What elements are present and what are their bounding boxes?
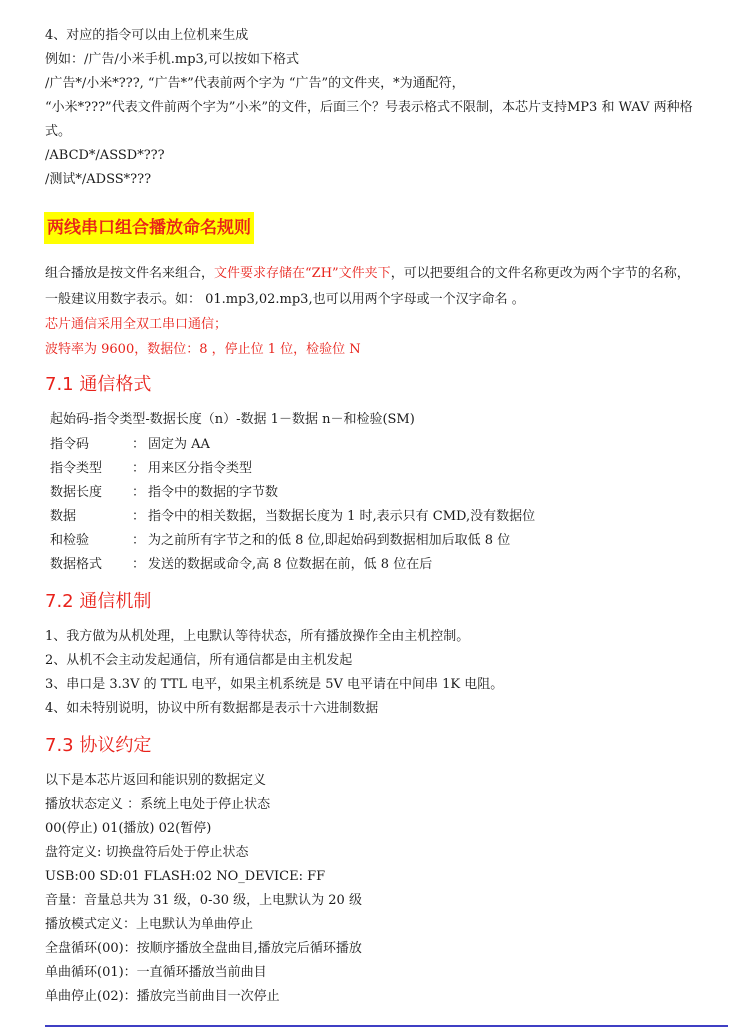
- format-key: 指令码: [50, 437, 90, 452]
- protocol-line: 00(停止) 01(播放) 02(暂停): [45, 821, 212, 836]
- naming-rules-heading: 两线串口组合播放命名规则: [44, 212, 254, 244]
- uart-mode-text: 芯片通信采用全双工串口通信；: [45, 317, 228, 332]
- protocol-line: 以下是本芯片返回和能识别的数据定义: [45, 773, 267, 788]
- mechanism-item: 3、串口是 3.3V 的 TTL 电平，如果主机系统是 5V 电平请在中间串 1K 电阻。: [45, 677, 504, 692]
- section-7-1-heading: 7.1 通信格式: [45, 374, 152, 395]
- format-value: 用来区分指令类型: [148, 461, 253, 476]
- format-key: 数据长度: [50, 485, 103, 500]
- format-value: 固定为 AA: [148, 437, 210, 452]
- intro-line: 4、对应的指令可以由上位机来生成: [45, 28, 249, 43]
- naming-paragraph: 一般建议用数字表示。如： 01.mp3,02.mp3,也可以用两个字母或一个汉字命名 。: [45, 292, 525, 307]
- format-row: [50, 483, 278, 503]
- format-row: [50, 459, 252, 479]
- protocol-line: 盘符定义: 切换盘符后处于停止状态: [45, 845, 249, 860]
- naming-paragraph: [45, 264, 720, 284]
- section-7-2-heading: 7.2 通信机制: [45, 591, 152, 612]
- intro-line: 例如：/广告/小米手机.mp3,可以按如下格式: [45, 52, 299, 67]
- format-row: [50, 435, 210, 455]
- baud-rate-text: 波特率为 9600，数据位：8 ，停止位 1 位，检验位 N: [45, 342, 361, 357]
- format-colon: ：: [132, 533, 146, 548]
- format-row: [50, 507, 535, 527]
- format-value: 指令中的相关数据，当数据长度为 1 时,表示只有 CMD,没有数据位: [148, 509, 536, 524]
- format-value: 为之前所有字节之和的低 8 位,即起始码到数据相加后取低 8 位: [148, 533, 511, 548]
- intro-line: 式。: [45, 124, 72, 139]
- naming-text-red: 文件要求存储在“ZH”文件夹下: [214, 266, 391, 281]
- format-key: 和检验: [50, 533, 90, 548]
- intro-line: “小米*???”代表文件前两个字为”小米”的文件，后面三个？号表示格式不限制，本芯片支持MP3 和 WAV 两种格: [45, 100, 693, 115]
- format-value: 指令中的数据的字节数: [148, 485, 279, 500]
- protocol-line: 单曲停止(02)：播放完当前曲目一次停止: [45, 989, 280, 1004]
- format-colon: ：: [132, 509, 146, 524]
- format-colon: ：: [132, 557, 146, 572]
- intro-line: /广告*/小米*???, “广告*”代表前两个字为 “广告”的文件夹，*为通配符，: [45, 76, 465, 91]
- intro-line: /ABCD*/ASSD*???: [45, 148, 165, 163]
- format-row: [50, 555, 432, 575]
- format-colon: ：: [132, 437, 146, 452]
- format-key: 数据格式: [50, 557, 103, 572]
- protocol-line: 全盘循环(00)：按顺序播放全盘曲目,播放完后循环播放: [45, 941, 362, 956]
- format-key: 数据: [50, 509, 77, 524]
- mechanism-item: 2、从机不会主动发起通信，所有通信都是由主机发起: [45, 653, 353, 668]
- format-row: [50, 531, 510, 551]
- format-colon: ：: [132, 485, 146, 500]
- protocol-line: USB:00 SD:01 FLASH:02 NO_DEVICE: FF: [45, 869, 326, 884]
- protocol-line: 音量：音量总共为 31 级，0-30 级，上电默认为 20 级: [45, 893, 362, 908]
- format-colon: ：: [132, 461, 146, 476]
- naming-text: 组合播放是按文件名来组合，: [45, 266, 215, 281]
- footer-rule: [45, 1025, 728, 1027]
- naming-text: ，可以把要组合的文件名称更改为两个字节的名称，: [390, 266, 690, 281]
- format-value: 发送的数据或命令,高 8 位数据在前，低 8 位在后: [148, 557, 433, 572]
- protocol-line: 单曲循环(01)：一直循环播放当前曲目: [45, 965, 267, 980]
- mechanism-item: 4、如未特别说明，协议中所有数据都是表示十六进制数据: [45, 701, 379, 716]
- mechanism-item: 1、我方做为从机处理，上电默认等待状态，所有播放操作全由主机控制。: [45, 629, 470, 644]
- intro-line: /测试*/ADSS*???: [45, 172, 152, 187]
- format-formula: 起始码-指令类型-数据长度（n）-数据 1－数据 n－和检验(SM): [50, 412, 415, 427]
- section-7-3-heading: 7.3 协议约定: [45, 735, 152, 756]
- protocol-line: 播放状态定义 ：系统上电处于停止状态: [45, 797, 271, 812]
- protocol-line: 播放模式定义：上电默认为单曲停止: [45, 917, 254, 932]
- format-key: 指令类型: [50, 461, 103, 476]
